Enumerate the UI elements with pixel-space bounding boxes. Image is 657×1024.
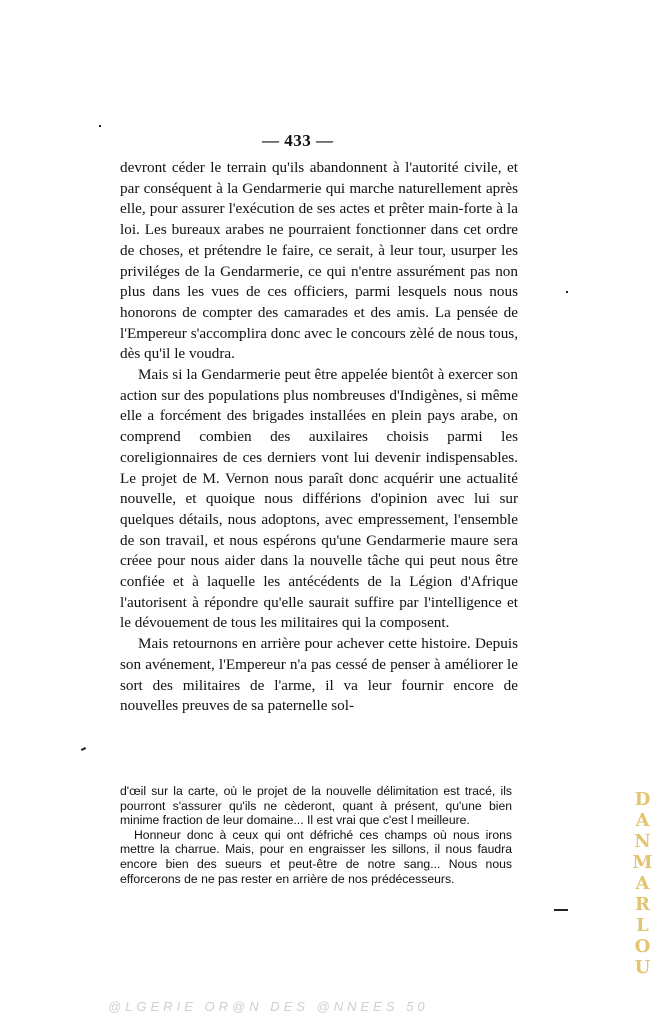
main-text	[120, 158, 518, 717]
specks	[81, 747, 86, 751]
specks	[566, 291, 568, 293]
specks	[99, 125, 101, 127]
paragraph-2: Mais si la Gendarmerie peut être appelée bientôt à exercer son action sur des populations plus nombreuses d'Indigènes, si même elle a forcément des brigades installées en plein pays arabe, on comprend combien des auxilaires choisis parmi les coreligionnaires de ces derniers vont lui devenir indispensables. Le projet de M. Vernon nous paraît donc acquérir une actualité nouvelle, et quoique nous différions d'opinion avec lui sur quelques détails, nous adoptons, avec empressement, l'ensemble de son travail, et nous espérons qu'une Gendarmerie maure sera créee pour nous aider dans la nouvelle tâche qui peut nous être confiée et à laquelle les antécédents de la Légion d'Afrique l'autorisent à répondre qu'elle saurait suffire par l'intelligence et le dévouement de tous les militaires qui la composent.	[120, 366, 518, 632]
vertical-watermark	[632, 778, 654, 988]
paragraph-1: devront céder le terrain qu'ils abandonnent à l'autorité civile, et par conséquent à la Gendarmerie qui marche naturellement après elle, pour assurer l'exécution de ses actes et prêter main-forte à la loi. Les bureaux arabes ne pourraient fonctionner dans cet ordre de choses, et prétendre le faire, ce serait, à leur tour, usurper les priviléges de la Gendarmerie, ce qui n'entre assurément pas non plus dans les vues de ces officiers, parmi lesquels nous nous honorons de compter des camarades et des amis. La pensée de l'Empereur s'accomplira donc avec le concours zèlé de nous tous, dès qu'il le voudra.	[120, 159, 518, 363]
specks	[554, 909, 568, 911]
footnote-paragraph-1: d'œil sur la carte, où le projet de la nouvelle délimitation est tracé, ils pourront s'assurer qu'ils ne cèderont, quant à présent, qu'une bien minime fraction de leur domaine... Il est vrai que c'est l meilleure.	[120, 784, 512, 828]
footer-watermark: @LGERIE OR@N DES @NNEES 50	[108, 999, 429, 1014]
watermark-text: DANMARLOU	[632, 788, 653, 978]
footnote-text	[120, 784, 512, 886]
page-number: — 433 —	[262, 131, 334, 150]
footnote-paragraph-2: Honneur donc à ceux qui ont défriché ces champs où nous irons mettre la charrue. Mais, pour en engraisser les sillons, il nous faudra encore bien des sueurs et peut-être de notre sang... Nous nous efforcerons de ne pas rester en arrière de nos prédécesseurs.	[120, 827, 512, 886]
paragraph-3: Mais retournons en arrière pour achever cette histoire. Depuis son avénement, l'Empereur n'a pas cessé de penser à améliorer le sort des militaires de l'arme, il va leur fournir encore de nouvelles preuves de sa paternelle sol-	[120, 635, 518, 715]
